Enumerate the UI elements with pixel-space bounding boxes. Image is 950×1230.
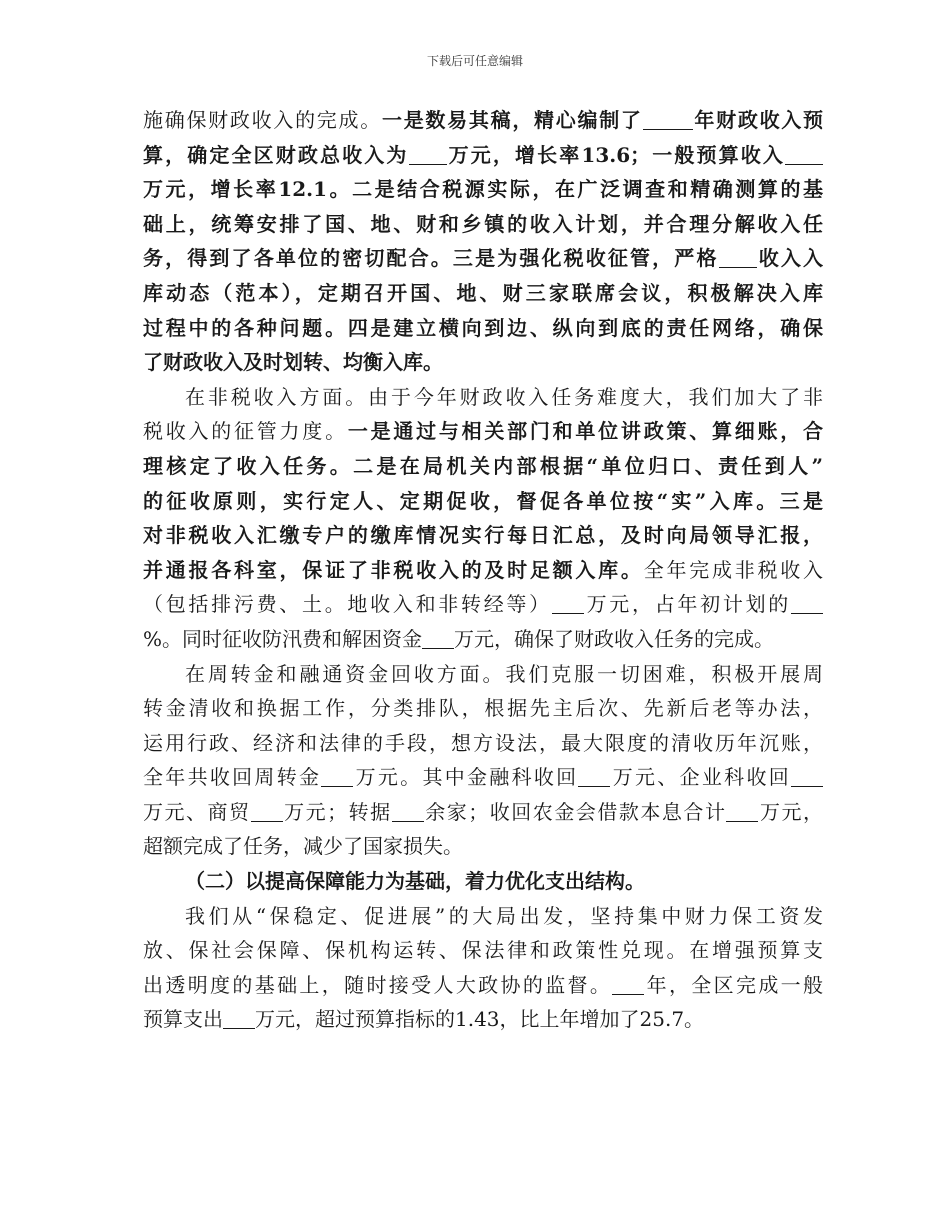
text-segment: 超额完成了任务，减少了国家损失。 xyxy=(143,834,463,859)
fill-in-blank xyxy=(251,801,283,822)
text-line xyxy=(143,345,823,380)
text-segment: （包括排污费、土。地收入和非转经等） xyxy=(143,592,552,617)
text-segment: 税收入的征管力度。 xyxy=(143,419,348,444)
text-segment: 转金清收和换据工作，分类排队，根据先主后次、先新后老等办法， xyxy=(143,696,823,721)
text-line xyxy=(143,587,823,622)
fill-in-blank xyxy=(791,766,823,787)
text-segment: 万元；转据 xyxy=(282,799,392,824)
text-segment: 万元、企业科收回 xyxy=(610,765,792,790)
fill-in-blank xyxy=(643,109,693,130)
text-line xyxy=(143,864,823,899)
text-line xyxy=(143,795,823,830)
text-line xyxy=(143,103,823,138)
text-segment: 出透明度的基础上，随时接受人大政协的监督。 xyxy=(143,972,613,997)
text-segment: 库动态（范本），定期召开国、地、财三家联席会议，积极解决入库 xyxy=(143,280,823,305)
text-segment: 全年共收回周转金 xyxy=(143,765,322,790)
text-line xyxy=(143,1002,823,1037)
text-line xyxy=(143,726,823,761)
text-segment: 务，得到了各单位的密切配合。三是为强化税收征管，严格 xyxy=(143,246,719,271)
text-line xyxy=(143,380,823,415)
text-segment: 在非税收入方面。由于今年财政收入任务难度大，我们加大了非 xyxy=(185,384,823,409)
text-line xyxy=(143,622,823,657)
text-segment: 了财政收入及时划转、均衡入库。 xyxy=(143,350,443,375)
text-segment: 年财政收入预 xyxy=(692,108,823,132)
section-heading xyxy=(143,864,823,899)
text-segment: 万元，增长率13.6；一般预算收入 xyxy=(446,142,785,167)
paragraph xyxy=(143,657,823,865)
text-segment: %。同时征收防汛费和解困资金 xyxy=(143,626,423,651)
document-body xyxy=(143,103,823,1037)
text-segment: 过程中的各种问题。四是建立横向到边、纵向到底的责任网络，确保 xyxy=(143,315,823,340)
text-segment: 二是结合税源实际，在广泛调查和精确测算的基 xyxy=(352,177,823,202)
text-line xyxy=(143,760,823,795)
text-line xyxy=(143,241,823,276)
paragraph xyxy=(143,899,823,1037)
text-segment: 的征收原则，实行定人、定期促收，督促各单位按“实”入库。三是 xyxy=(143,488,823,513)
text-segment: 万元。其中金融科收回 xyxy=(353,765,579,790)
paragraph xyxy=(143,103,823,380)
text-segment: 一是数易其稿，精心编制了 xyxy=(381,108,643,132)
fill-in-blank xyxy=(719,247,757,268)
text-segment: 础上，统筹安排了国、地、财和乡镇的收入计划，并合理分解收入任 xyxy=(143,211,823,236)
text-segment: 施确保财政收入的完成。 xyxy=(143,108,382,132)
fill-in-blank xyxy=(392,801,424,822)
text-line xyxy=(143,933,823,968)
text-segment: 我们从“保稳定、促进展”的大局出发，坚持集中财力保工资发 xyxy=(185,903,823,928)
text-segment: 对非税收入汇缴专户的缴库情况实行每日汇总，及时向局领导汇报， xyxy=(143,523,823,548)
fill-in-blank xyxy=(785,144,823,165)
text-segment: 预算支出 xyxy=(143,1007,223,1032)
paragraph xyxy=(143,380,823,657)
text-segment: 在周转金和融通资金回收方面。我们克服一切困难，积极开展周 xyxy=(185,661,823,686)
text-line xyxy=(143,518,823,553)
text-line xyxy=(143,276,823,311)
text-line xyxy=(143,657,823,692)
text-line xyxy=(143,172,823,207)
text-line xyxy=(143,829,823,864)
text-segment: 放、保社会保障、保机构运转、保法律和政策性兑现。在增强预算支 xyxy=(143,938,823,963)
text-line xyxy=(143,691,823,726)
text-line xyxy=(143,311,823,346)
text-line xyxy=(143,207,823,242)
text-segment: 万元、商贸 xyxy=(143,799,251,824)
fill-in-blank xyxy=(552,593,584,614)
text-segment: 万元， xyxy=(758,799,823,824)
text-segment: 并通报各科室，保证了非税收入的及时足额入库。 xyxy=(143,557,644,582)
fill-in-blank xyxy=(409,144,447,165)
text-line xyxy=(143,899,823,934)
text-line xyxy=(143,414,823,449)
fill-in-blank xyxy=(422,628,454,649)
text-line xyxy=(143,968,823,1003)
text-line xyxy=(143,138,823,173)
text-line xyxy=(143,484,823,519)
text-segment: 收入入 xyxy=(756,246,823,271)
text-segment: 年，全区完成一般 xyxy=(644,972,823,997)
text-segment: 万元，确保了财政收入任务的完成。 xyxy=(454,626,775,651)
text-segment: 余家；收回农金会借款本息合计 xyxy=(423,799,727,824)
text-segment: 一是通过与相关部门和单位讲政策、算细账，合 xyxy=(347,419,823,444)
text-segment: （二）以提高保障能力为基础，着力优化支出结构。 xyxy=(185,869,645,894)
text-segment: 万元，增长率12.1。 xyxy=(143,177,353,202)
fill-in-blank xyxy=(321,766,353,787)
text-line xyxy=(143,449,823,484)
fill-in-blank xyxy=(791,593,823,614)
fill-in-blank xyxy=(578,766,610,787)
text-segment: 理核定了收入任务。二是在局机关内部根据“单位归口、责任到人” xyxy=(143,453,823,478)
page-header-note: 下载后可任意编辑 xyxy=(426,54,523,68)
fill-in-blank xyxy=(726,801,758,822)
text-segment: 算，确定全区财政总收入为 xyxy=(143,142,409,167)
fill-in-blank xyxy=(612,974,644,995)
text-segment: 万元，超过预算指标的1.43，比上年增加了25.7。 xyxy=(255,1007,705,1032)
text-segment: 全年完成非税收入 xyxy=(643,557,823,582)
text-line xyxy=(143,553,823,588)
fill-in-blank xyxy=(223,1008,255,1029)
text-segment: 万元，占年初计划的 xyxy=(583,592,792,617)
text-segment: 运用行政、经济和法律的手段，想方设法，最大限度的清收历年沉账， xyxy=(143,730,823,755)
